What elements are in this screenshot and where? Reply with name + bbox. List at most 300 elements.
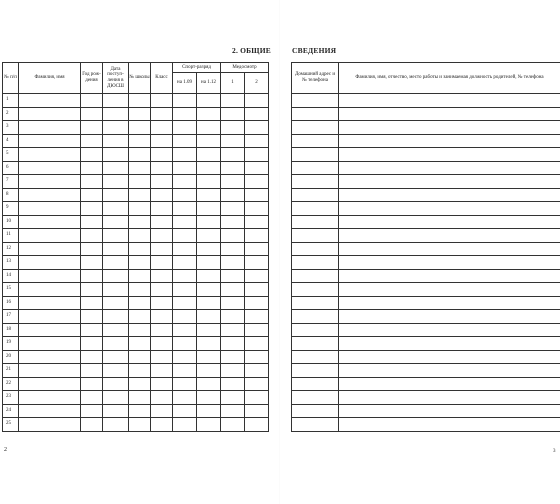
table-cell[interactable] xyxy=(173,391,197,405)
table-row xyxy=(292,188,560,202)
table-cell[interactable] xyxy=(221,188,245,202)
table-cell[interactable] xyxy=(173,188,197,202)
table-cell[interactable] xyxy=(221,242,245,256)
table-cell[interactable] xyxy=(245,121,269,135)
table-cell[interactable] xyxy=(19,377,81,391)
table-cell[interactable] xyxy=(173,418,197,432)
table-cell[interactable] xyxy=(221,161,245,175)
table-cell[interactable] xyxy=(103,175,129,189)
table-cell[interactable] xyxy=(81,391,103,405)
table-cell[interactable] xyxy=(173,337,197,351)
table-cell[interactable] xyxy=(81,337,103,351)
table-row xyxy=(3,188,269,202)
table-cell[interactable] xyxy=(339,310,560,324)
table-cell[interactable] xyxy=(292,256,339,270)
table-cell[interactable] xyxy=(221,337,245,351)
table-cell[interactable] xyxy=(19,418,81,432)
table-cell[interactable] xyxy=(292,94,339,108)
table-cell[interactable] xyxy=(129,121,151,135)
table-cell[interactable] xyxy=(173,242,197,256)
table-cell[interactable] xyxy=(129,391,151,405)
table-cell[interactable] xyxy=(81,148,103,162)
parents-info-table xyxy=(291,62,560,432)
table-row xyxy=(3,229,269,243)
table-cell[interactable] xyxy=(173,121,197,135)
table-cell[interactable] xyxy=(151,134,173,148)
table-cell[interactable] xyxy=(129,188,151,202)
table-cell[interactable] xyxy=(173,202,197,216)
table-cell[interactable] xyxy=(103,148,129,162)
table-cell[interactable] xyxy=(197,121,221,135)
table-cell[interactable] xyxy=(151,404,173,418)
table-cell[interactable] xyxy=(245,94,269,108)
table-cell[interactable] xyxy=(197,256,221,270)
table-cell[interactable] xyxy=(245,161,269,175)
table-cell[interactable] xyxy=(245,323,269,337)
table-cell[interactable] xyxy=(103,418,129,432)
table-cell[interactable] xyxy=(197,94,221,108)
table-cell[interactable] xyxy=(245,148,269,162)
table-cell[interactable] xyxy=(19,269,81,283)
table-cell[interactable] xyxy=(81,296,103,310)
table-cell[interactable] xyxy=(19,242,81,256)
table-cell[interactable] xyxy=(173,377,197,391)
table-cell[interactable] xyxy=(151,283,173,297)
table-cell[interactable] xyxy=(197,242,221,256)
table-cell[interactable] xyxy=(339,391,560,405)
table-cell[interactable] xyxy=(129,256,151,270)
table-cell[interactable] xyxy=(129,215,151,229)
table-cell[interactable] xyxy=(81,121,103,135)
table-cell[interactable] xyxy=(245,202,269,216)
table-cell[interactable] xyxy=(221,404,245,418)
table-cell[interactable] xyxy=(292,121,339,135)
table-cell[interactable] xyxy=(103,134,129,148)
table-cell[interactable] xyxy=(81,229,103,243)
table-cell[interactable] xyxy=(292,364,339,378)
table-cell[interactable] xyxy=(292,242,339,256)
row-number: 11 xyxy=(3,229,19,243)
table-cell[interactable] xyxy=(103,202,129,216)
table-cell[interactable] xyxy=(129,161,151,175)
table-cell[interactable] xyxy=(151,337,173,351)
table-cell[interactable] xyxy=(245,134,269,148)
table-cell[interactable] xyxy=(292,283,339,297)
table-cell[interactable] xyxy=(245,242,269,256)
page-fold xyxy=(279,0,280,504)
table-cell[interactable] xyxy=(81,377,103,391)
table-cell[interactable] xyxy=(173,350,197,364)
table-cell[interactable] xyxy=(103,242,129,256)
table-cell[interactable] xyxy=(19,256,81,270)
table-cell[interactable] xyxy=(19,323,81,337)
table-cell[interactable] xyxy=(197,188,221,202)
table-cell[interactable] xyxy=(292,215,339,229)
table-cell[interactable] xyxy=(339,350,560,364)
table-cell[interactable] xyxy=(19,94,81,108)
table-cell[interactable] xyxy=(197,337,221,351)
table-cell[interactable] xyxy=(151,148,173,162)
table-cell[interactable] xyxy=(103,215,129,229)
header-address: Домашний адрес и № телефона xyxy=(292,63,339,94)
table-cell[interactable] xyxy=(151,242,173,256)
table-row xyxy=(292,148,560,162)
table-cell[interactable] xyxy=(339,202,560,216)
table-cell[interactable] xyxy=(221,107,245,121)
table-cell[interactable] xyxy=(19,391,81,405)
table-cell[interactable] xyxy=(19,296,81,310)
table-row xyxy=(292,94,560,108)
table-cell[interactable] xyxy=(339,134,560,148)
table-cell[interactable] xyxy=(292,107,339,121)
table-cell[interactable] xyxy=(173,229,197,243)
table-cell[interactable] xyxy=(103,121,129,135)
table-cell[interactable] xyxy=(197,404,221,418)
table-cell[interactable] xyxy=(221,215,245,229)
table-cell[interactable] xyxy=(151,107,173,121)
table-cell[interactable] xyxy=(339,107,560,121)
table-cell[interactable] xyxy=(197,269,221,283)
table-cell[interactable] xyxy=(173,364,197,378)
table-cell[interactable] xyxy=(339,296,560,310)
table-cell[interactable] xyxy=(173,148,197,162)
table-cell[interactable] xyxy=(245,310,269,324)
table-cell[interactable] xyxy=(151,296,173,310)
table-cell[interactable] xyxy=(292,391,339,405)
table-cell[interactable] xyxy=(245,296,269,310)
table-cell[interactable] xyxy=(103,256,129,270)
table-cell[interactable] xyxy=(292,323,339,337)
table-cell[interactable] xyxy=(81,310,103,324)
table-cell[interactable] xyxy=(221,350,245,364)
table-cell[interactable] xyxy=(81,242,103,256)
table-cell[interactable] xyxy=(173,161,197,175)
table-cell[interactable] xyxy=(173,310,197,324)
table-cell[interactable] xyxy=(19,283,81,297)
table-cell[interactable] xyxy=(19,121,81,135)
table-cell[interactable] xyxy=(221,323,245,337)
table-cell[interactable] xyxy=(197,350,221,364)
table-cell[interactable] xyxy=(339,148,560,162)
table-cell[interactable] xyxy=(81,418,103,432)
row-number: 13 xyxy=(3,256,19,270)
table-cell[interactable] xyxy=(339,283,560,297)
table-cell[interactable] xyxy=(19,310,81,324)
table-cell[interactable] xyxy=(221,148,245,162)
table-cell[interactable] xyxy=(129,107,151,121)
table-cell[interactable] xyxy=(173,107,197,121)
row-number: 10 xyxy=(3,215,19,229)
table-cell[interactable] xyxy=(151,364,173,378)
table-cell[interactable] xyxy=(292,229,339,243)
table-cell[interactable] xyxy=(197,107,221,121)
table-cell[interactable] xyxy=(292,188,339,202)
table-cell[interactable] xyxy=(81,364,103,378)
table-cell[interactable] xyxy=(173,94,197,108)
table-cell[interactable] xyxy=(339,418,560,432)
table-row xyxy=(3,242,269,256)
header-medical-1: 1 xyxy=(221,73,245,94)
table-cell[interactable] xyxy=(103,350,129,364)
table-cell[interactable] xyxy=(339,377,560,391)
table-cell[interactable] xyxy=(292,337,339,351)
table-cell[interactable] xyxy=(151,229,173,243)
table-cell[interactable] xyxy=(129,283,151,297)
table-cell[interactable] xyxy=(245,283,269,297)
table-cell[interactable] xyxy=(81,215,103,229)
table-cell[interactable] xyxy=(339,242,560,256)
table-cell[interactable] xyxy=(173,134,197,148)
table-cell[interactable] xyxy=(19,404,81,418)
table-cell[interactable] xyxy=(129,134,151,148)
table-cell[interactable] xyxy=(129,148,151,162)
table-cell[interactable] xyxy=(19,202,81,216)
table-cell[interactable] xyxy=(292,148,339,162)
table-cell[interactable] xyxy=(81,404,103,418)
table-cell[interactable] xyxy=(81,188,103,202)
table-cell[interactable] xyxy=(221,310,245,324)
table-cell[interactable] xyxy=(339,337,560,351)
table-cell[interactable] xyxy=(197,202,221,216)
table-cell[interactable] xyxy=(103,229,129,243)
table-cell[interactable] xyxy=(129,229,151,243)
table-cell[interactable] xyxy=(245,404,269,418)
table-cell[interactable] xyxy=(339,161,560,175)
section-title-left: 2. ОБЩИЕ xyxy=(232,46,271,55)
table-row xyxy=(3,134,269,148)
table-cell[interactable] xyxy=(197,323,221,337)
table-cell[interactable] xyxy=(197,283,221,297)
table-cell[interactable] xyxy=(339,121,560,135)
table-cell[interactable] xyxy=(221,175,245,189)
table-cell[interactable] xyxy=(19,364,81,378)
table-cell[interactable] xyxy=(151,377,173,391)
table-cell[interactable] xyxy=(245,269,269,283)
table-cell[interactable] xyxy=(81,161,103,175)
table-cell[interactable] xyxy=(221,121,245,135)
table-cell[interactable] xyxy=(19,148,81,162)
table-cell[interactable] xyxy=(129,364,151,378)
table-cell[interactable] xyxy=(129,323,151,337)
table-cell[interactable] xyxy=(221,391,245,405)
table-cell[interactable] xyxy=(129,404,151,418)
table-cell[interactable] xyxy=(197,391,221,405)
table-cell[interactable] xyxy=(339,323,560,337)
header-name: Фамилия, имя xyxy=(19,63,81,94)
table-cell[interactable] xyxy=(19,161,81,175)
table-cell[interactable] xyxy=(292,350,339,364)
table-cell[interactable] xyxy=(19,215,81,229)
table-cell[interactable] xyxy=(81,269,103,283)
table-cell[interactable] xyxy=(245,350,269,364)
table-cell[interactable] xyxy=(103,269,129,283)
table-cell[interactable] xyxy=(103,161,129,175)
table-cell[interactable] xyxy=(221,377,245,391)
table-cell[interactable] xyxy=(292,377,339,391)
table-cell[interactable] xyxy=(129,377,151,391)
table-cell[interactable] xyxy=(221,202,245,216)
table-cell[interactable] xyxy=(221,94,245,108)
table-cell[interactable] xyxy=(173,215,197,229)
table-cell[interactable] xyxy=(103,404,129,418)
table-cell[interactable] xyxy=(151,121,173,135)
table-cell[interactable] xyxy=(197,161,221,175)
table-cell[interactable] xyxy=(245,337,269,351)
table-cell[interactable] xyxy=(339,364,560,378)
table-cell[interactable] xyxy=(103,107,129,121)
table-cell[interactable] xyxy=(19,175,81,189)
table-cell[interactable] xyxy=(221,229,245,243)
table-cell[interactable] xyxy=(19,188,81,202)
table-cell[interactable] xyxy=(292,134,339,148)
table-cell[interactable] xyxy=(81,175,103,189)
table-cell[interactable] xyxy=(339,229,560,243)
table-cell[interactable] xyxy=(19,229,81,243)
table-cell[interactable] xyxy=(245,364,269,378)
table-cell[interactable] xyxy=(245,391,269,405)
table-cell[interactable] xyxy=(173,256,197,270)
table-cell[interactable] xyxy=(292,310,339,324)
table-cell[interactable] xyxy=(19,337,81,351)
table-cell[interactable] xyxy=(245,229,269,243)
table-cell[interactable] xyxy=(129,310,151,324)
table-cell[interactable] xyxy=(197,418,221,432)
table-cell[interactable] xyxy=(221,269,245,283)
header-parents: Фамилия, имя, отчество, место работы и занимаемая должность родителей, № телефона xyxy=(339,63,560,94)
table-cell[interactable] xyxy=(103,94,129,108)
table-cell[interactable] xyxy=(197,296,221,310)
table-cell[interactable] xyxy=(81,94,103,108)
table-cell[interactable] xyxy=(292,269,339,283)
table-cell[interactable] xyxy=(339,188,560,202)
table-cell[interactable] xyxy=(129,242,151,256)
table-cell[interactable] xyxy=(151,175,173,189)
table-row xyxy=(3,337,269,351)
table-cell[interactable] xyxy=(197,364,221,378)
table-cell[interactable] xyxy=(103,283,129,297)
table-cell[interactable] xyxy=(81,256,103,270)
header-sport-rank-dec: на 1.12 xyxy=(197,73,221,94)
table-cell[interactable] xyxy=(81,350,103,364)
table-cell[interactable] xyxy=(151,215,173,229)
table-cell[interactable] xyxy=(129,296,151,310)
table-cell[interactable] xyxy=(197,377,221,391)
table-cell[interactable] xyxy=(19,107,81,121)
table-cell[interactable] xyxy=(103,188,129,202)
table-cell[interactable] xyxy=(221,134,245,148)
table-cell[interactable] xyxy=(339,175,560,189)
table-cell[interactable] xyxy=(221,364,245,378)
table-cell[interactable] xyxy=(151,323,173,337)
table-cell[interactable] xyxy=(173,404,197,418)
table-cell[interactable] xyxy=(292,296,339,310)
table-row xyxy=(292,350,560,364)
table-row xyxy=(3,256,269,270)
table-cell[interactable] xyxy=(197,310,221,324)
table-cell[interactable] xyxy=(151,202,173,216)
table-cell[interactable] xyxy=(103,323,129,337)
table-cell[interactable] xyxy=(103,364,129,378)
table-cell[interactable] xyxy=(129,94,151,108)
table-cell[interactable] xyxy=(151,269,173,283)
table-cell[interactable] xyxy=(129,269,151,283)
table-cell[interactable] xyxy=(81,107,103,121)
table-cell[interactable] xyxy=(151,391,173,405)
table-cell[interactable] xyxy=(173,283,197,297)
table-cell[interactable] xyxy=(81,134,103,148)
table-cell[interactable] xyxy=(81,323,103,337)
table-cell[interactable] xyxy=(103,391,129,405)
table-cell[interactable] xyxy=(339,269,560,283)
table-cell[interactable] xyxy=(81,202,103,216)
table-cell[interactable] xyxy=(129,350,151,364)
table-cell[interactable] xyxy=(129,418,151,432)
table-cell[interactable] xyxy=(197,175,221,189)
table-cell[interactable] xyxy=(129,175,151,189)
table-cell[interactable] xyxy=(221,256,245,270)
table-cell[interactable] xyxy=(129,202,151,216)
table-cell[interactable] xyxy=(339,94,560,108)
table-cell[interactable] xyxy=(245,377,269,391)
table-cell[interactable] xyxy=(339,215,560,229)
table-cell[interactable] xyxy=(292,418,339,432)
table-cell[interactable] xyxy=(151,418,173,432)
table-row xyxy=(3,404,269,418)
table-cell[interactable] xyxy=(197,134,221,148)
table-cell[interactable] xyxy=(245,418,269,432)
table-cell[interactable] xyxy=(245,175,269,189)
table-cell[interactable] xyxy=(292,202,339,216)
table-cell[interactable] xyxy=(151,350,173,364)
table-cell[interactable] xyxy=(103,310,129,324)
table-cell[interactable] xyxy=(292,404,339,418)
table-cell[interactable] xyxy=(151,161,173,175)
table-row xyxy=(292,269,560,283)
table-cell[interactable] xyxy=(103,296,129,310)
table-row xyxy=(3,175,269,189)
table-cell[interactable] xyxy=(151,94,173,108)
table-cell[interactable] xyxy=(245,107,269,121)
table-cell[interactable] xyxy=(173,296,197,310)
table-cell[interactable] xyxy=(151,256,173,270)
table-cell[interactable] xyxy=(19,134,81,148)
table-cell[interactable] xyxy=(151,188,173,202)
table-cell[interactable] xyxy=(339,404,560,418)
table-cell[interactable] xyxy=(103,377,129,391)
table-cell[interactable] xyxy=(221,418,245,432)
table-cell[interactable] xyxy=(197,229,221,243)
table-cell[interactable] xyxy=(103,337,129,351)
table-cell[interactable] xyxy=(151,310,173,324)
table-cell[interactable] xyxy=(245,188,269,202)
table-cell[interactable] xyxy=(129,337,151,351)
table-cell[interactable] xyxy=(292,175,339,189)
table-cell[interactable] xyxy=(221,296,245,310)
table-cell[interactable] xyxy=(197,148,221,162)
table-cell[interactable] xyxy=(245,256,269,270)
table-cell[interactable] xyxy=(81,283,103,297)
table-cell[interactable] xyxy=(292,161,339,175)
page-number-left: 2 xyxy=(4,447,7,453)
table-cell[interactable] xyxy=(339,256,560,270)
table-cell[interactable] xyxy=(173,323,197,337)
table-cell[interactable] xyxy=(221,283,245,297)
table-cell[interactable] xyxy=(173,175,197,189)
table-cell[interactable] xyxy=(19,350,81,364)
table-cell[interactable] xyxy=(245,215,269,229)
table-cell[interactable] xyxy=(173,269,197,283)
table-cell[interactable] xyxy=(197,215,221,229)
